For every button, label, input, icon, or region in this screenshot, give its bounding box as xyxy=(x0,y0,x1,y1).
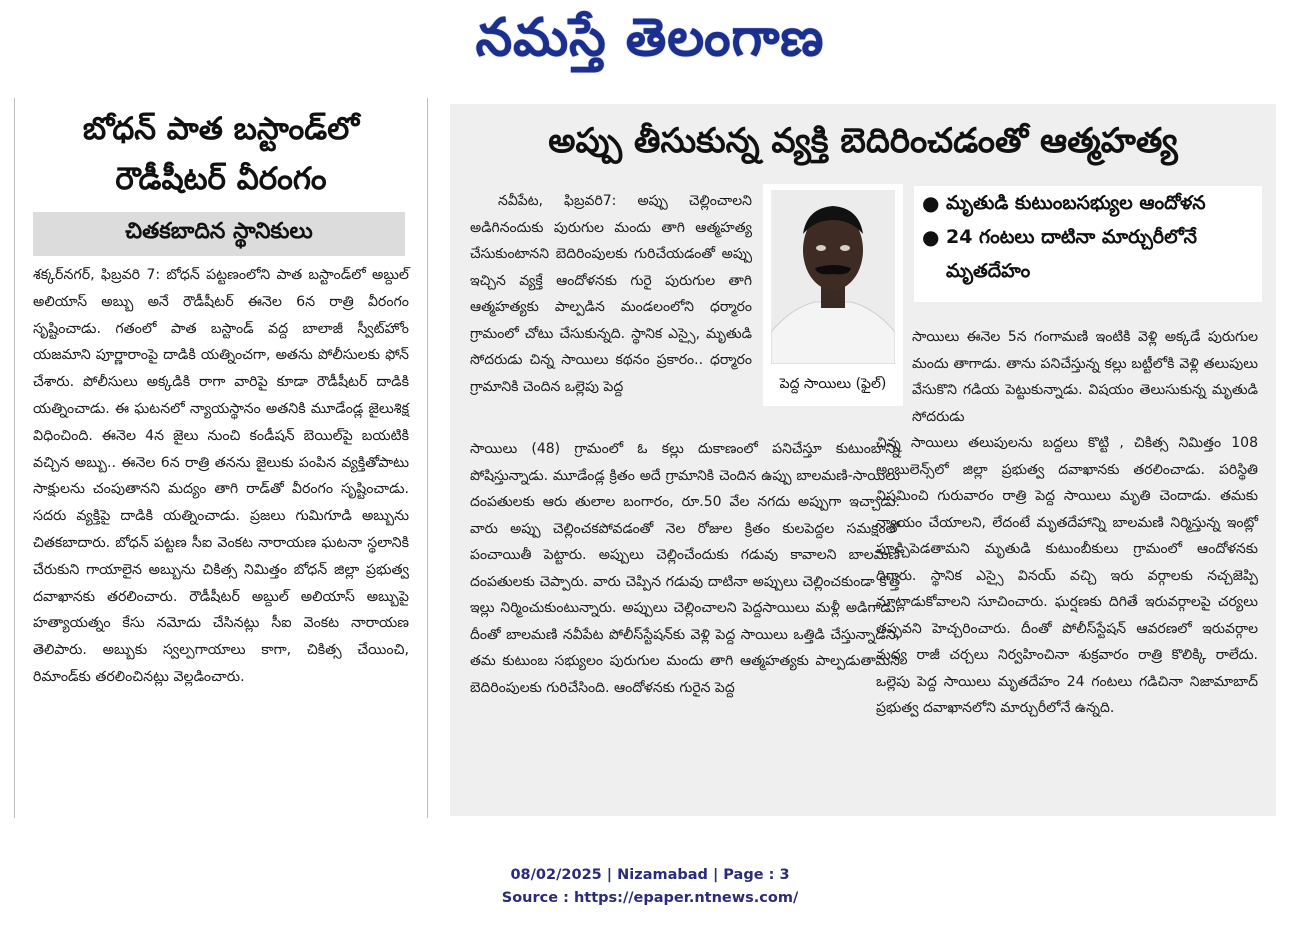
newspaper-title: నమస్తే తెలంగాణ xyxy=(475,7,825,68)
left-article xyxy=(14,98,428,818)
left-subheadline: చితకబాదిన స్థానికులు xyxy=(33,212,405,256)
bullet-icon: ● xyxy=(922,191,940,215)
highlight-item-2 xyxy=(914,220,1262,288)
right-col-c-text: చిన్న సాయిలు తలుపులను బద్దలు కొట్టి , చికిత్స నిమిత్తం 108 అంబులెన్స్‌లో జిల్లా ప్రభుత్వ దవాఖానకు తరలించాడు. పరిస్థితి విషమించి గురువారం రాత్రి పెద్ద సాయిలు మృతి చెందాడు. తమకు న్యాయం చేయాలని, లేదంటే మృతదేహాన్ని బాలమణి నిర్మిస్తున్న ఇంట్లో పూడ్చిపెడతామని మృతుడి కుటుంబీకులు గ్రామంలో ఆందోళనకు దిగారు. స్థానిక ఎస్సై వినయ్ వచ్చి ఇరు వర్గాలకు నచ్చజెప్పి మాట్లాడుకోవాలని సూచించారు. ఘర్షణకు దిగితే ఇరువర్గాలపై చర్యలు తప్పవని హెచ్చరించారు. దీంతో పోలీస్‌స్టేషన్ ఆవరణలో ఇరువర్గాల మధ్య రాజీ చర్చలు నిర్వహించినా శుక్రవారం రాత్రి కొలిక్కి రాలేదు. ఒల్లెపు పెద్ద సాయిలు మృతదేహం 24 గంటలు గడిచినా నిజామాబాద్ ప్రభుత్వ దవాఖానలోని మార్చురీలోనే ఉన్నది. xyxy=(876,435,1258,716)
right-col-a-text: నవీపేట, ఫిబ్రవరి7: అప్పు చెల్లించాలని అడిగినందుకు పురుగుల మందు తాగి ఆత్మహత్య చేసుకుంటానని బెదిరింపులకు గురిచేయడంతో అప్పు ఇచ్చిన వ్యక్తే ఆందోళనకు గురై పురుగుల తాగి ఆత్మహత్యకు పాల్పడిన మండలంలోని ధర్మారం గ్రామంలో చోటు చేసుకున్నది. స్థానిక ఎస్సై, మృతుడి సోదరుడు చిన్న సాయిలు కథనం ప్రకారం.. ధర్మారం గ్రామానికి చెందిన ఒల్లెపు పెద్ద xyxy=(470,193,752,395)
person-photo xyxy=(771,190,895,364)
right-col-a xyxy=(470,188,752,400)
highlight-text-1: మృతుడి కుటుంబసభ్యుల ఆందోళన xyxy=(946,192,1206,214)
highlight-text-2: 24 గంటలు దాటినా మార్చురీలోనే మృతదేహం xyxy=(946,226,1197,282)
right-col-wide xyxy=(470,436,900,701)
left-headline-line2: రౌడీషీటర్ వీరంగం xyxy=(115,161,327,197)
left-headline-line1: బోధన్ పాత బస్టాండ్‌లో xyxy=(82,111,360,147)
right-headline: అప్పు తీసుకున్న వ్యక్తి బెదిరించడంతో ఆత్మహత్య xyxy=(548,121,1178,161)
footer-edition-info: 08/02/2025 | Nizamabad | Page : 3 xyxy=(510,867,790,883)
page-footer xyxy=(0,864,1300,910)
right-col-b-text: సాయిలు ఈనెల 5న గంగామణి ఇంటికి వెళ్లి అక్కడే పురుగుల మందు తాగాడు. తాను పనిచేస్తున్న కల్లు బట్టీలోకి వెళ్లి తలుపులు వేసుకొని గడియ పెట్టుకున్నాడు. విషయం తెలుసుకున్న మృతుడి సోదరుడు xyxy=(912,329,1258,425)
highlight-item-1 xyxy=(914,186,1262,220)
left-headline xyxy=(15,104,427,204)
masthead-logo xyxy=(0,2,1300,86)
bullet-icon: ● xyxy=(922,225,940,249)
right-article xyxy=(450,104,1276,816)
highlights-box xyxy=(914,186,1262,302)
footer-source-link[interactable]: Source : https://epaper.ntnews.com/ xyxy=(501,890,799,906)
photo-caption: పెద్ద సాయిలు (ఫైల్) xyxy=(779,376,887,392)
left-article-body xyxy=(33,262,409,691)
photo-frame xyxy=(763,184,903,406)
right-col-b xyxy=(912,324,1258,430)
right-col-wide-text: సాయిలు (48) గ్రామంలో ఓ కల్లు దుకాణంలో పనిచేస్తూ కుటుంబాన్ని పోషిస్తున్నాడు. మూడేండ్ల క్రితం అదే గ్రామానికి చెందిన ఉప్పు బాలమణి-సాయిలు దంపతులకు ఆరు తులాల బంగారం, రూ.50 వేల నగదు అప్పుగా ఇచ్చాడు. వారు అప్పు చెల్లించకపోవడంతో నెల రోజుల క్రితం కులపెద్దల సమక్షంలో పంచాయితీ పెట్టారు. అప్పులు చెల్లించేందుకు గడువు కావాలని బాలమణి దంపతులకు చెప్పారు. వారు చెప్పిన గడువు దాటినా అప్పులు చెల్లించకుండా కొత్త ఇల్లు నిర్మించుకుంటున్నారు. అప్పులు చెల్లించాలని పెద్దసాయిలు మళ్లీ అడిగాడు. దీంతో బాలమణి నవీపేట పోలీస్‌స్టేషన్‌కు వెళ్లి పెద్ద సాయిలు ఒత్తిడి చేస్తున్నాడని, తమ కుటుంబ సభ్యులం పురుగుల మందు తాగి ఆత్మహత్యకు పాల్పడుతామని బెదిరింపులకు గురిచేసింది. ఆందోళనకు గురైన పెద్ద xyxy=(470,441,900,696)
left-body-text: శక్కర్‌నగర్, ఫిబ్రవరి 7: బోధన్ పట్టణంలోని పాత బస్టాండ్‌లో అబ్దుల్ అలియాస్ అబ్బు అనే రౌడీషీటర్ ఈనెల 6న రాత్రి వీరంగం సృష్టించాడు. గతంలో పాత బస్టాండ్ వద్ద బాలాజీ స్వీట్‌హోం యజమాని పూర్ణారాంపై దాడికి యత్నించగా, అతను పోలీసులకు ఫోన్ చేశారు. పోలీసులు అక్కడికి రాగా వారిపై కూడా రౌడీషీటర్ దాడికి యత్నించాడు. ఈ ఘటనలో న్యాయస్థానం అతనికి మూడేండ్ల జైలుశిక్ష విధించింది. ఈనెల 4న జైలు నుంచి కండీషన్ బెయిల్‌పై బయటికి వచ్చిన అబ్బు.. ఈనెల 6న రాత్రి తనను జైలుకు పంపిన వ్యక్తితోపాటు సాక్షులను చంపుతానని మద్యం తాగి రాడ్‌తో వీరంగం సృష్టించాడు. సదరు వ్యక్తిపై దాడికి యత్నించాడు. ప్రజలు గుమిగూడి అబ్బును చితకబాదారు. బోధన్ పట్టణ సీఐ వెంకట నారాయణ ఘటనా స్థలానికి చేరుకుని గాయాలైన అబ్బును చికిత్స నిమిత్తం బోధన్ జిల్లా ప్రభుత్వ దవాఖానకు తరలించారు. రౌడీషీటర్ అబ్దుల్ అలియాస్ అబ్బుపై హత్యాయత్నం కేసు నమోదు చేసినట్లు సీఐ వెంకట నారాయణ తెలిపారు. అబ్బుకు స్వల్పగాయాలు కాగా, చికిత్స చేయించి, రిమాండ్‌కు తరలించినట్లు వెల్లడించారు. xyxy=(33,267,409,685)
right-col-c xyxy=(876,430,1258,722)
